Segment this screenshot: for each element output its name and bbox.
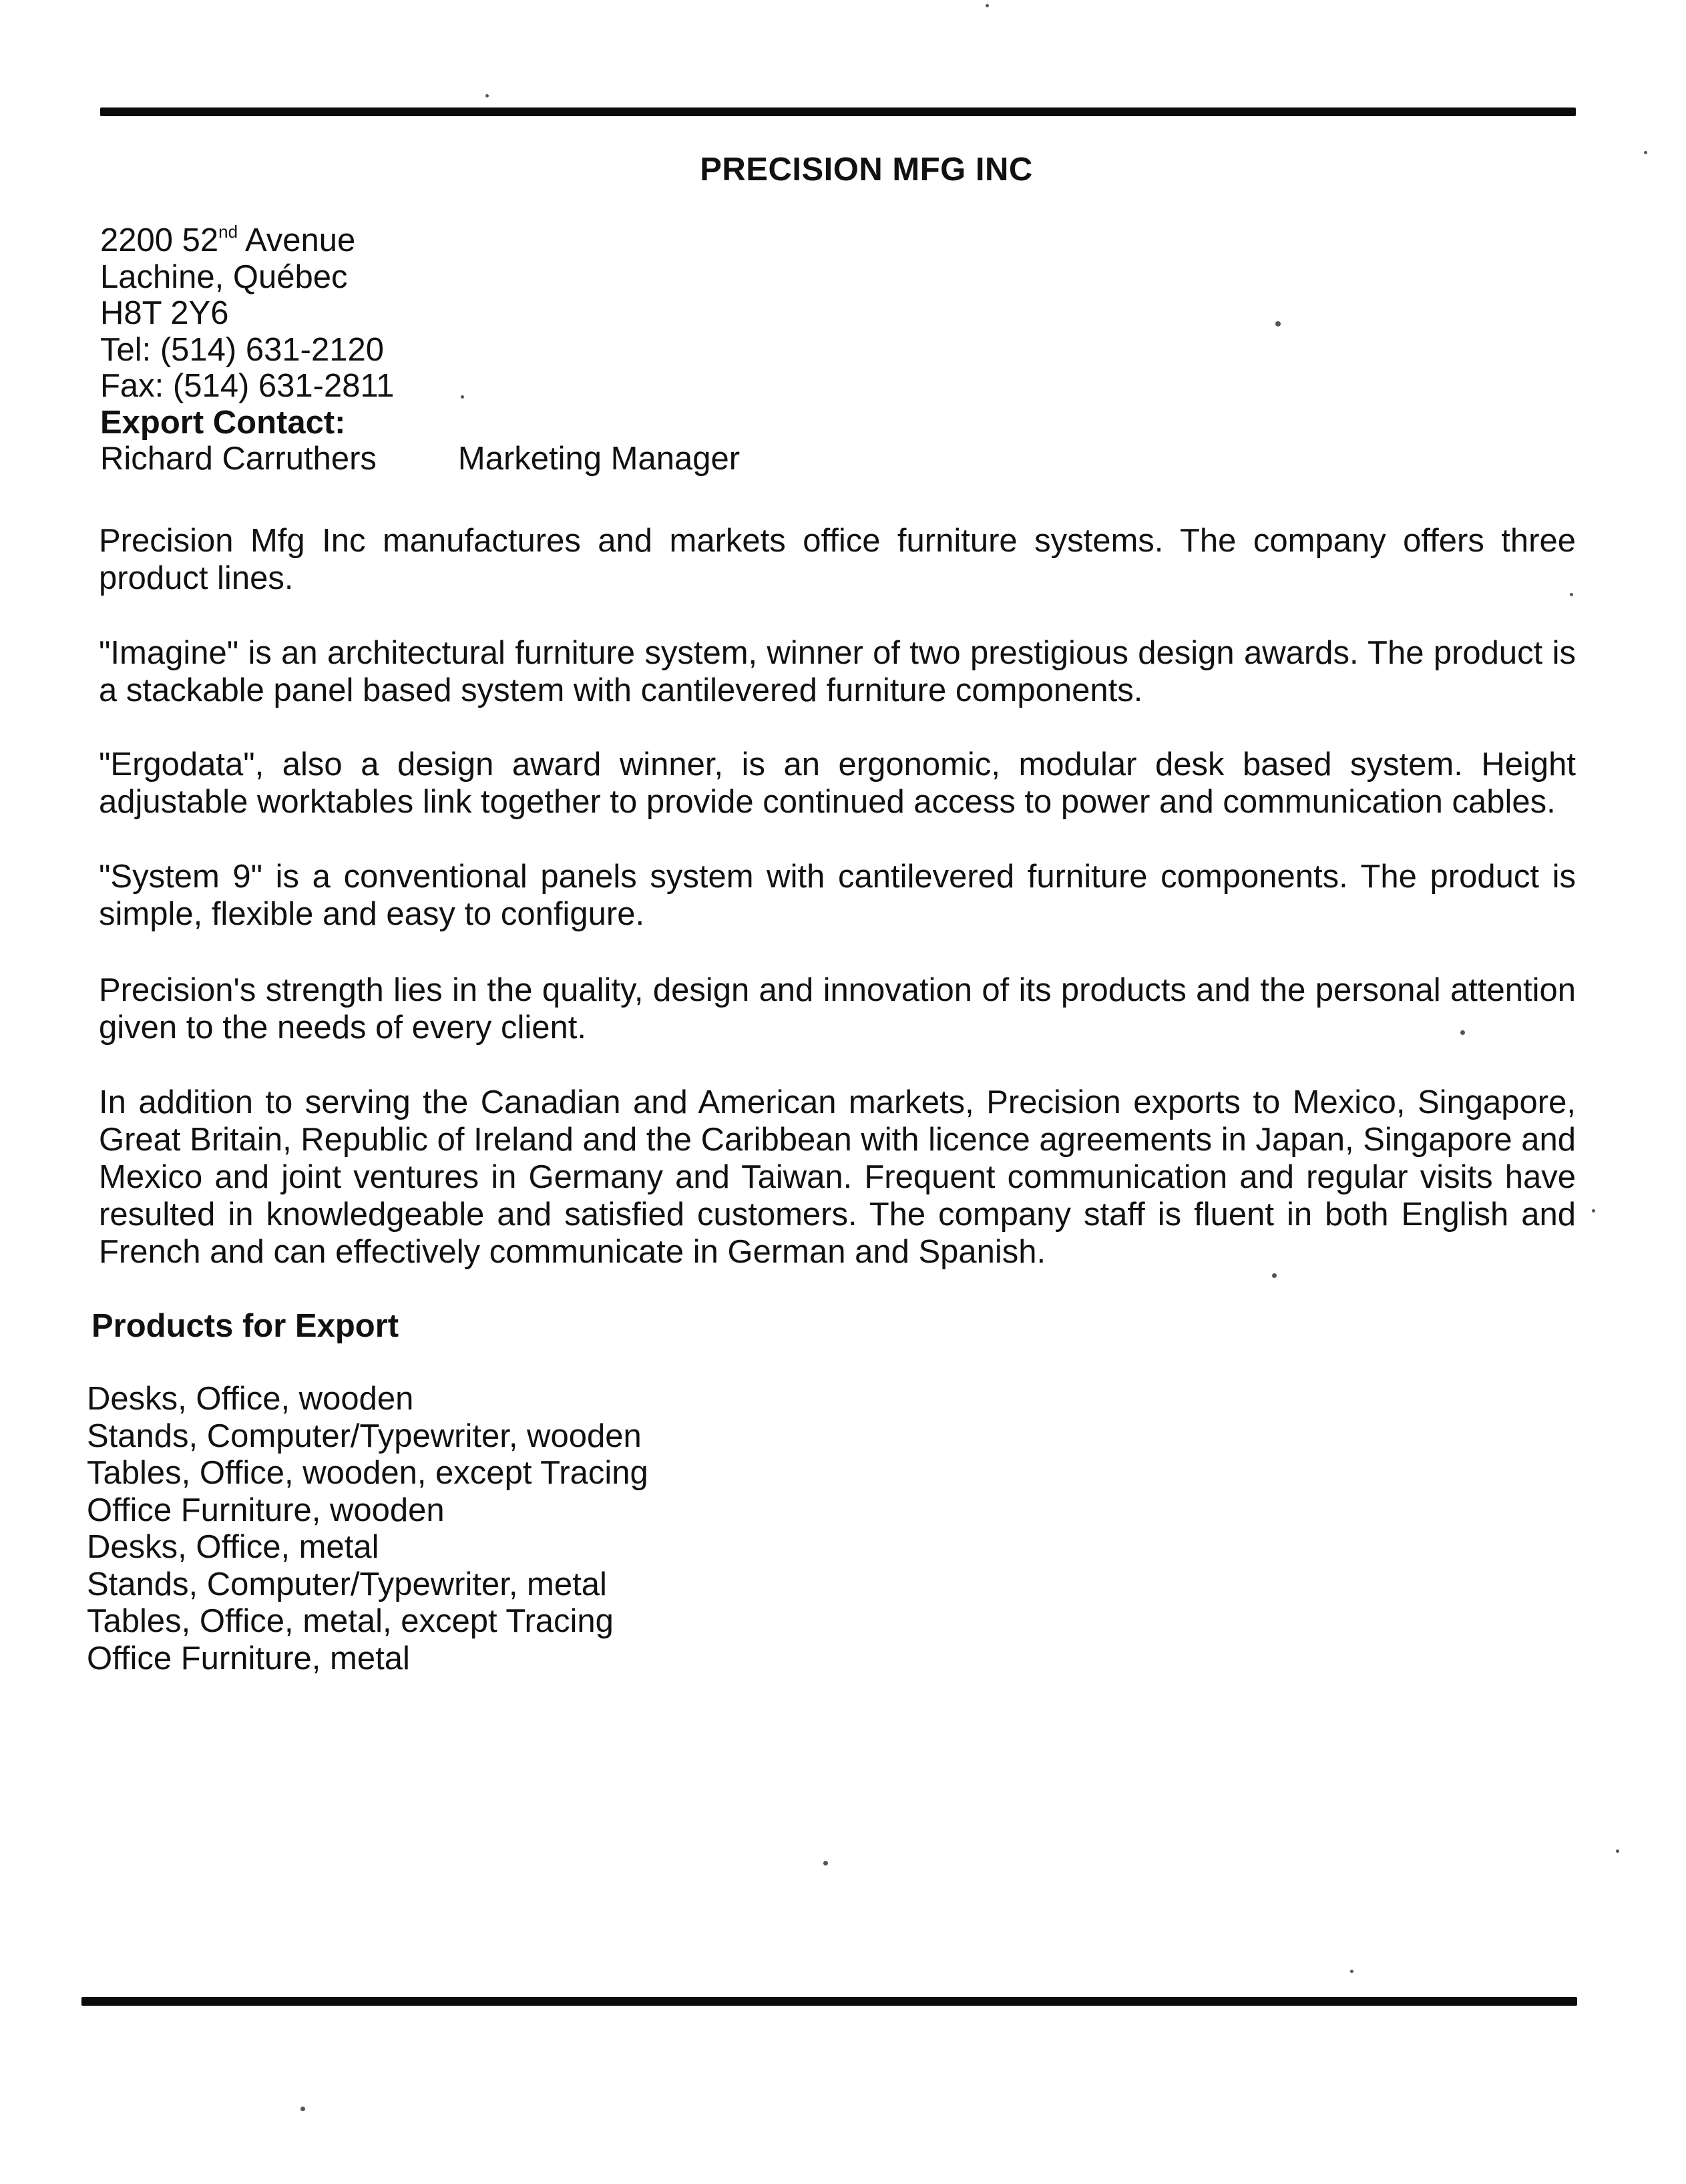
product-item: Stands, Computer/Typewriter, metal	[87, 1566, 607, 1602]
paragraph-system-9: "System 9" is a conventional panels system with cantilevered furniture components. The product is simple, flexible and easy to configure.	[99, 859, 1576, 932]
scan-speck	[300, 2107, 305, 2111]
product-item: Tables, Office, metal, except Tracing	[87, 1603, 614, 1639]
street-name: Avenue	[238, 222, 356, 258]
city-line: Lachine, Québec	[100, 258, 348, 295]
scan-speck	[823, 1861, 828, 1866]
scan-speck	[1275, 321, 1281, 326]
telephone: Tel: (514) 631-2120	[100, 331, 384, 368]
scan-speck	[1272, 1273, 1277, 1278]
fax: Fax: (514) 631-2811	[100, 368, 395, 404]
scan-speck	[485, 94, 489, 97]
contact-title: Marketing Manager	[457, 441, 741, 477]
postal-code: H8T 2Y6	[100, 295, 229, 331]
product-item: Office Furniture, metal	[87, 1640, 410, 1677]
scan-speck	[461, 395, 464, 399]
paragraph-ergodata: "Ergodata", also a design award winner, is an ergonomic, modular desk based system. Height adjustable worktables link together to provide continued access to power and communication cables.	[99, 746, 1576, 820]
contact-name: Richard Carruthers	[100, 441, 377, 477]
product-item: Tables, Office, wooden, except Tracing	[87, 1455, 648, 1491]
product-item: Stands, Computer/Typewriter, wooden	[87, 1417, 642, 1454]
products-heading: Products for Export	[91, 1308, 399, 1344]
scan-speck	[1644, 151, 1647, 154]
street-number: 2200 52	[100, 222, 219, 258]
paragraph-imagine: "Imagine" is an architectural furniture system, winner of two prestigious design awards. The product is a stackable panel based system with cantilevered furniture components.	[99, 635, 1576, 708]
scan-speck	[1592, 1209, 1595, 1213]
scan-speck	[1460, 1030, 1465, 1035]
product-item: Desks, Office, metal	[87, 1529, 379, 1565]
street-line	[100, 222, 740, 259]
paragraph-strength: Precision's strength lies in the quality, design and innovation of its products and the personal attention given to the needs of every client.	[99, 972, 1576, 1046]
product-item: Office Furniture, wooden	[87, 1492, 445, 1528]
products-list	[87, 1381, 648, 1677]
scan-speck	[986, 4, 989, 7]
address-block	[100, 222, 740, 477]
product-item: Desks, Office, wooden	[87, 1381, 414, 1417]
scan-speck	[1570, 593, 1573, 596]
export-contact-label: Export Contact:	[100, 404, 346, 441]
top-rule	[100, 107, 1576, 116]
scan-speck	[1350, 1970, 1353, 1973]
street-suffix: nd	[218, 222, 238, 242]
scan-speck	[1616, 1849, 1619, 1853]
company-title: PRECISION MFG INC	[700, 152, 1033, 188]
paragraph-markets: In addition to serving the Canadian and American markets, Precision exports to Mexico, Singapore, Great Britain, Republic of Ireland and the Caribbean with licence agreements in Japan, Singapore and Mexico and joint ventures in Germany and Taiwan. Frequent communication and regular visits have resulted in knowledgeable and satisfied customers. The company staff is fluent in both English and French and can effectively communicate in German and Spanish.	[99, 1084, 1576, 1270]
paragraph-overview: Precision Mfg Inc manufactures and markets office furniture systems. The company offers three product lines.	[99, 523, 1576, 596]
bottom-rule	[81, 1997, 1577, 2006]
contact-row	[100, 441, 740, 477]
